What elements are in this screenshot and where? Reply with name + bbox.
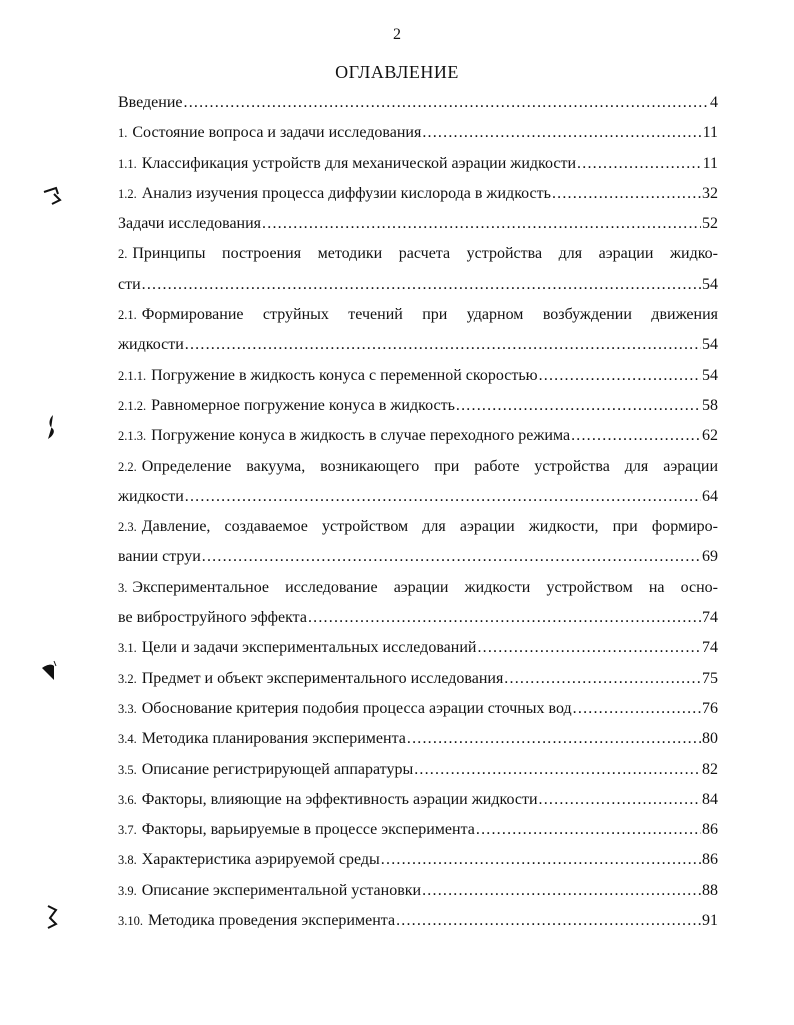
toc-entry-number: 3.: [118, 580, 128, 595]
toc-entry-page: 69: [702, 548, 718, 566]
dot-leader: [142, 270, 701, 300]
toc-entry-text: Характеристика аэрируемой среды: [141, 851, 380, 869]
dot-leader: [262, 209, 701, 239]
toc-entry: [118, 421, 718, 451]
dot-leader: [381, 845, 701, 875]
toc-entry-page: 64: [702, 487, 718, 505]
toc-entry-text: Предмет и объект экспериментального исследования: [141, 669, 504, 687]
toc-entry: [118, 118, 718, 148]
toc-entry-number: 3.10.: [118, 914, 143, 929]
dot-leader: [477, 633, 701, 663]
scan-mark-2: [44, 414, 60, 440]
toc-entry: [118, 239, 718, 269]
toc-entry-page: 86: [702, 821, 718, 839]
toc-entry: [118, 179, 718, 209]
dot-leader: [407, 724, 701, 754]
toc-entry-number: 2.3.: [118, 520, 137, 535]
toc-entry-page: 54: [702, 366, 718, 384]
toc-entry-text: Методика планирования эксперимента: [141, 730, 406, 748]
dot-leader: [202, 542, 701, 572]
toc-entry-page: 86: [702, 851, 718, 869]
toc-entry: [118, 452, 718, 482]
toc-entry-number: 3.9.: [118, 883, 137, 898]
dot-leader: [422, 118, 701, 148]
toc-entry-text: вании струи: [118, 548, 201, 566]
toc-entry: [118, 785, 718, 815]
toc-entry-page: 84: [702, 790, 718, 808]
dot-leader: [573, 694, 701, 724]
toc-entry: [118, 482, 718, 512]
table-of-contents: [118, 88, 718, 936]
toc-entry-text: Экспериментальное исследование аэрации жидкости устройством на осно-: [132, 578, 718, 596]
toc-entry: [118, 755, 718, 785]
toc-entry-text: ве виброструйного эффекта: [118, 609, 307, 627]
toc-entry-page: 80: [702, 730, 718, 748]
toc-entry: [118, 270, 718, 300]
toc-entry-text: Давление, создаваемое устройством для аэрации жидкости, при формиро-: [141, 518, 718, 536]
dot-leader: [308, 603, 701, 633]
toc-entry-text: Введение: [118, 94, 183, 111]
toc-entry: [118, 542, 718, 572]
toc-entry-text: Состояние вопроса и задачи исследования: [132, 124, 422, 142]
toc-entry-page: 4: [710, 94, 718, 111]
toc-entry-number: 2.2.: [118, 459, 137, 474]
toc-entry-number: 3.5.: [118, 762, 137, 777]
toc-entry-number: 3.3.: [118, 701, 137, 716]
toc-entry-number: 1.1.: [118, 156, 137, 171]
toc-entry-page: 54: [702, 275, 718, 293]
toc-entry: [118, 845, 718, 875]
toc-entry-text: Описание регистрирующей аппаратуры: [141, 760, 414, 778]
dot-leader: [185, 482, 701, 512]
scan-mark-1: [40, 184, 64, 208]
toc-entry-page: 58: [702, 396, 718, 414]
toc-entry-page: 74: [702, 639, 718, 657]
page-number: 2: [393, 26, 401, 43]
dot-leader: [185, 330, 701, 360]
toc-entry-page: 76: [702, 699, 718, 717]
toc-entry-page: 62: [702, 427, 718, 445]
toc-entry-text: Классификация устройств для механической аэрации жидкости: [141, 154, 577, 172]
dot-leader: [456, 391, 701, 421]
toc-entry-page: 32: [702, 184, 718, 202]
toc-entry-page: 54: [702, 336, 718, 354]
toc-entry: [118, 300, 718, 330]
toc-entry-number: 3.6.: [118, 792, 137, 807]
toc-entry-number: 2.1.3.: [118, 429, 147, 444]
toc-entry-text: Формирование струйных течений при ударном возбуждении движения: [141, 306, 718, 324]
toc-entry-text: Анализ изучения процесса диффузии кислорода в жидкость: [141, 184, 551, 202]
toc-entry: [118, 815, 718, 845]
toc-entry-page: 11: [702, 124, 718, 142]
toc-entry-number: 1.: [118, 126, 128, 141]
toc-entry-text: жидкости: [118, 487, 184, 505]
toc-entry: [118, 88, 718, 118]
dot-leader: [539, 361, 701, 391]
dot-leader: [504, 664, 701, 694]
toc-entry-number: 3.7.: [118, 823, 137, 838]
dot-leader: [184, 88, 710, 118]
toc-entry-text: Погружение конуса в жидкость в случае переходного режима: [151, 427, 571, 445]
toc-entry: [118, 512, 718, 542]
toc-entry-page: 75: [702, 669, 718, 687]
toc-entry-text: Погружение в жидкость конуса с переменной скоростью: [151, 366, 538, 384]
scan-mark-4: [42, 904, 62, 930]
toc-entry-text: Описание экспериментальной установки: [141, 881, 422, 899]
toc-entry-text: жидкости: [118, 336, 184, 354]
toc-entry-text: Определение вакуума, возникающего при работе устройства для аэрации: [141, 457, 718, 475]
toc-entry: [118, 724, 718, 754]
toc-entry-text: Равномерное погружение конуса в жидкость: [151, 396, 455, 414]
toc-entry-page: 74: [702, 609, 718, 627]
toc-entry: [118, 664, 718, 694]
toc-entry-number: 1.2.: [118, 186, 137, 201]
toc-entry-text: Задачи исследования: [118, 215, 262, 233]
toc-entry: [118, 361, 718, 391]
toc-entry-page: 91: [702, 912, 718, 930]
toc-entry: [118, 209, 718, 239]
toc-entry-text: Факторы, варьируемые в процессе эксперимента: [141, 821, 475, 839]
toc-entry-number: 2.1.1.: [118, 368, 147, 383]
toc-entry-page: 88: [702, 881, 718, 899]
toc-entry: [118, 149, 718, 179]
toc-entry-text: Принципы построения методики расчета устройства для аэрации жидко-: [132, 245, 718, 263]
toc-entry-number: 3.8.: [118, 853, 137, 868]
dot-leader: [539, 785, 701, 815]
toc-entry: [118, 876, 718, 906]
toc-entry-page: 52: [702, 215, 718, 233]
toc-entry-text: Цели и задачи экспериментальных исследований: [141, 639, 477, 657]
toc-entry-text: сти: [118, 275, 141, 293]
toc-entry-text: Обоснование критерия подобия процесса аэрации сточных вод: [141, 699, 572, 717]
dot-leader: [476, 815, 701, 845]
dot-leader: [577, 149, 702, 179]
toc-entry: [118, 633, 718, 663]
toc-entry: [118, 391, 718, 421]
dot-leader: [414, 755, 701, 785]
toc-entry-page: 82: [702, 760, 718, 778]
toc-entry: [118, 694, 718, 724]
dot-leader: [571, 421, 701, 451]
toc-entry: [118, 330, 718, 360]
toc-entry-number: 3.4.: [118, 732, 137, 747]
toc-entry-number: 2.1.2.: [118, 398, 147, 413]
toc-entry-number: 3.1.: [118, 641, 137, 656]
toc-entry-number: 3.2.: [118, 671, 137, 686]
toc-entry-number: 2.: [118, 247, 128, 262]
toc-entry: [118, 906, 718, 936]
dot-leader: [552, 179, 701, 209]
toc-entry: [118, 573, 718, 603]
toc-entry-page: 11: [702, 154, 718, 172]
dot-leader: [422, 876, 701, 906]
toc-entry: [118, 603, 718, 633]
scan-mark-3: [38, 658, 62, 682]
dot-leader: [396, 906, 701, 936]
toc-entry-text: Факторы, влияющие на эффективность аэрации жидкости: [141, 790, 538, 808]
toc-entry-text: Методика проведения эксперимента: [148, 912, 396, 930]
page-title: ОГЛАВЛЕНИЕ: [335, 62, 459, 82]
toc-entry-number: 2.1.: [118, 308, 137, 323]
